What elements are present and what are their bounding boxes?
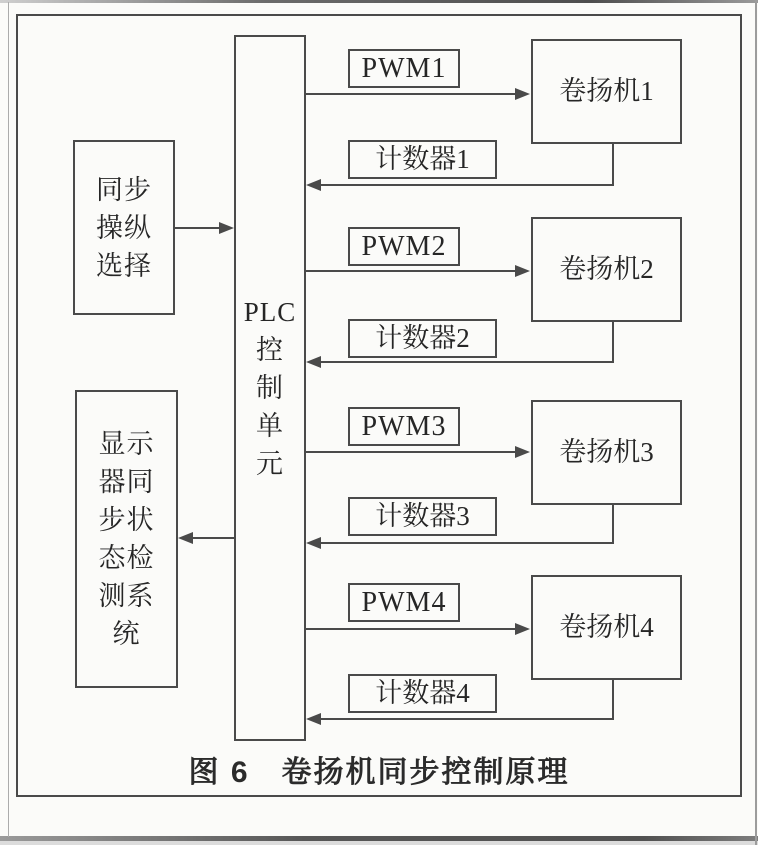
plc-to-winch-arrowhead-2 <box>515 265 530 277</box>
sync-to-plc-arrowhead <box>219 222 234 234</box>
winch-to-plc-arrowhead-1 <box>306 179 321 191</box>
pwm-box-4 <box>348 583 460 622</box>
winch-label-3: 卷扬机3 <box>559 437 654 467</box>
winch-to-plc-line-2 <box>320 361 614 363</box>
sync-operation-selection-label: 同步 操纵 选择 <box>96 174 152 281</box>
counter-label-3: 计数器3 <box>375 501 470 531</box>
pwm-box-3 <box>348 407 460 446</box>
figure-caption: 图 6 卷扬机同步控制原理 <box>188 756 570 789</box>
counter-box-3 <box>348 497 497 536</box>
plc-control-unit-label: PLC 控 制 单 元 <box>243 297 297 479</box>
winch-feedback-vline-1 <box>612 144 614 186</box>
counter-box-1 <box>348 140 497 179</box>
winch-feedback-vline-2 <box>612 322 614 363</box>
winch-box-1 <box>531 39 682 144</box>
winch-to-plc-arrowhead-3 <box>306 537 321 549</box>
plc-to-winch-arrowhead-1 <box>515 88 530 100</box>
winch-label-1: 卷扬机1 <box>559 76 654 106</box>
winch-to-plc-line-1 <box>320 184 614 186</box>
winch-label-2: 卷扬机2 <box>559 254 654 284</box>
winch-to-plc-arrowhead-2 <box>306 356 321 368</box>
winch-feedback-vline-3 <box>612 505 614 544</box>
winch-feedback-vline-4 <box>612 680 614 720</box>
winch-box-3 <box>531 400 682 505</box>
scan-edge-bottom-light <box>0 841 758 845</box>
pwm-label-4: PWM4 <box>361 586 447 618</box>
scan-edge-right <box>755 0 757 845</box>
display-sync-status-detection-box <box>75 390 178 688</box>
counter-box-2 <box>348 319 497 358</box>
counter-label-4: 计数器4 <box>375 678 470 708</box>
sync-operation-selection-box <box>73 140 175 315</box>
plc-to-winch-line-3 <box>306 451 516 453</box>
plc-to-winch-arrowhead-4 <box>515 623 530 635</box>
pwm-label-3: PWM3 <box>361 410 447 442</box>
winch-label-4: 卷扬机4 <box>559 612 654 642</box>
winch-to-plc-arrowhead-4 <box>306 713 321 725</box>
counter-label-1: 计数器1 <box>375 144 470 174</box>
plc-to-winch-arrowhead-3 <box>515 446 530 458</box>
display-sync-status-detection-label: 显示 器同 步状 态检 测系 统 <box>98 429 155 649</box>
scan-edge-top <box>0 0 758 3</box>
plc-control-unit-box <box>234 35 306 741</box>
pwm-label-1: PWM1 <box>361 52 447 84</box>
pwm-label-2: PWM2 <box>361 230 447 262</box>
winch-box-2 <box>531 217 682 322</box>
winch-box-4 <box>531 575 682 680</box>
plc-to-display-arrowhead <box>178 532 193 544</box>
counter-label-2: 计数器2 <box>375 323 470 353</box>
winch-to-plc-line-3 <box>320 542 614 544</box>
sync-to-plc-line <box>175 227 220 229</box>
winch-to-plc-line-4 <box>320 718 614 720</box>
scan-edge-left <box>8 2 9 837</box>
plc-to-winch-line-4 <box>306 628 516 630</box>
plc-to-winch-line-1 <box>306 93 516 95</box>
counter-box-4 <box>348 674 497 713</box>
plc-to-display-line <box>192 537 234 539</box>
pwm-box-2 <box>348 227 460 266</box>
pwm-box-1 <box>348 49 460 88</box>
plc-to-winch-line-2 <box>306 270 516 272</box>
